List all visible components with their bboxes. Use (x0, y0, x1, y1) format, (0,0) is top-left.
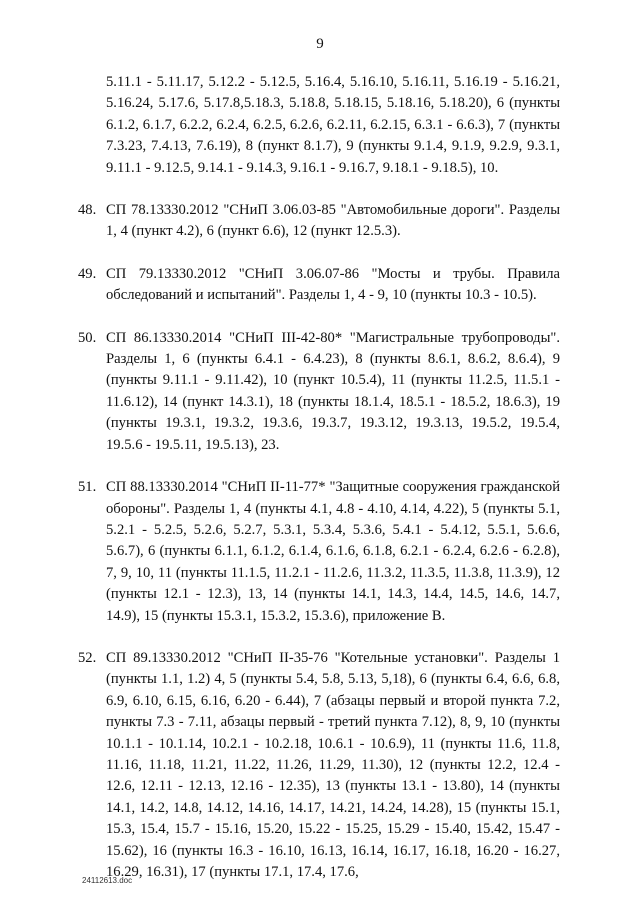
document-body (78, 72, 560, 883)
list-item-text: СП 86.13330.2014 "СНиП III-42-80* "Магистральные трубопроводы". Разделы 1, 6 (пункты 6.4.1 - 6.4.23), 8 (пункты 8.6.1, 8.6.2, 8.6.4), 9 (пункты 9.11.1 - 9.11.42), 10 (пункт 10.5.4), 11 (пункты 11.2.5, 11.5.1 - 11.6.12), 14 (пункт 14.3.1), 18 (пункты 18.1.4, 18.5.1 - 18.5.2, 18.6.3), 19 (пункты 19.3.1, 19.3.2, 19.3.6, 19.3.7, 19.3.12, 19.3.13, 19.5.2, 19.5.4, 19.5.6 - 19.5.11, 19.5.13), 23. (106, 329, 560, 453)
list-item-text: СП 89.13330.2012 "СНиП II-35-76 "Котельные установки". Разделы 1 (пункты 1.1, 1.2) 4, 5 (пункты 5.4, 5.8, 5.13, 5,18), 6 (пункты 6.4, 6.6, 6.8, 6.9, 6.10, 6.15, 6.16, 6.20 - 6.44), 7 (абзацы первый и второй пункта 7.2, пункты 7.3 - 7.11, абзацы первый - третий пункта 7.12), 8, 9, 10 (пункты 10.1.1 - 10.1.14, 10.2.1 - 10.2.18, 10.6.1 - 10.6.9), 11 (пункты 11.6, 11.8, 11.16, 11.18, 11.21, 11.22, 11.26, 11.29, 11.30), 12 (пункты 12.2, 12.4 - 12.6, 12.11 - 12.13, 12.16 - 12.35), 13 (пункты 13.1 - 13.80), 14 (пункты 14.1, 14.2, 14.8, 14.12, 14.16, 14.17, 14.21, 14.24, 14.28), 15 (пункты 15.1, 15.3, 15.4, 15.7 - 15.16, 15.20, 15.22 - 15.25, 15.29 - 15.40, 15.42, 15.47 - 15.62), 16 (пункты 16.3 - 16.10, 16.13, 16.14, 16.17, 16.18, 16.20 - 16.27, 16.29, 16.31), 17 (пункты 17.1, 17.4, 17.6, (106, 649, 560, 880)
list-item-number: 50. (78, 329, 97, 346)
list-item-text: СП 78.13330.2012 "СНиП 3.06.03-85 "Автомобильные дороги". Разделы 1, 4 (пункт 4.2), 6 (пункт 6.6), 12 (пункт 12.5.3). (106, 202, 560, 240)
footer-filename: 24112613.doc (82, 876, 133, 885)
list-item-number: 48. (78, 202, 97, 219)
list-item-text: СП 88.13330.2014 "СНиП II-11-77* "Защитные сооружения гражданской обороны". Разделы 1, 4 (пункты 4.1, 4.8 - 4.10, 4.14, 4.22), 5 (пункты 5.1, 5.2.1 - 5.2.5, 5.2.6, 5.2.7, 5.3.1, 5.3.4, 5.3.6, 5.4.1 - 5.4.12, 5.5.1, 5.6.6, 5.6.7), 6 (пункты 6.1.1, 6.1.2, 6.1.4, 6.1.6, 6.1.8, 6.2.1 - 6.2.4, 6.2.6 - 6.2.8), 7, 9, 10, 11 (пункты 11.1.5, 11.2.1 - 11.2.6, 11.3.2, 11.3.5, 11.3.8, 11.3.9), 12 (пункты 12.1 - 12.3), 13, 14 (пункты 14.1, 14.3, 14.4, 14.5, 14.6, 14.7, 14.9), 15 (пункты 15.3.1, 15.3.2, 15.3.6), приложение В. (106, 479, 560, 624)
list-item-52 (78, 648, 560, 883)
list-item-49 (78, 264, 560, 307)
list-item-51 (78, 477, 560, 627)
list-item-number: 49. (78, 265, 97, 282)
page-number: 9 (316, 36, 324, 52)
list-item-text: СП 79.13330.2012 "СНиП 3.06.07-86 "Мосты и трубы. Правила обследований и испытаний". Разделы 1, 4 - 9, 10 (пункты 10.3 - 10.5). (106, 265, 560, 304)
list-item-number: 52. (78, 649, 97, 666)
list-item-50 (78, 328, 560, 456)
list-item-number: 51. (78, 479, 97, 496)
continuation-paragraph: 5.11.1 - 5.11.17, 5.12.2 - 5.12.5, 5.16.4, 5.16.10, 5.16.11, 5.16.19 - 5.16.21, 5.16.24, 5.17.6, 5.17.8,5.18.3, 5.18.8, 5.18.15, 5.18.16, 5.18.20), 6 (пункты 6.1.2, 6.1.7, 6.2.2, 6.2.4, 6.2.5, 6.2.6, 6.2.11, 6.2.15, 6.3.1 - 6.6.3), 7 (пункты 7.3.23, 7.4.13, 7.6.19), 8 (пункт 8.1.7), 9 (пункты 9.1.4, 9.1.9, 9.2.9, 9.3.1, 9.11.1 - 9.12.5, 9.14.1 - 9.14.3, 9.16.1 - 9.16.7, 9.18.1 - 9.18.5), 10. (106, 74, 560, 176)
list-item-48 (78, 200, 560, 243)
